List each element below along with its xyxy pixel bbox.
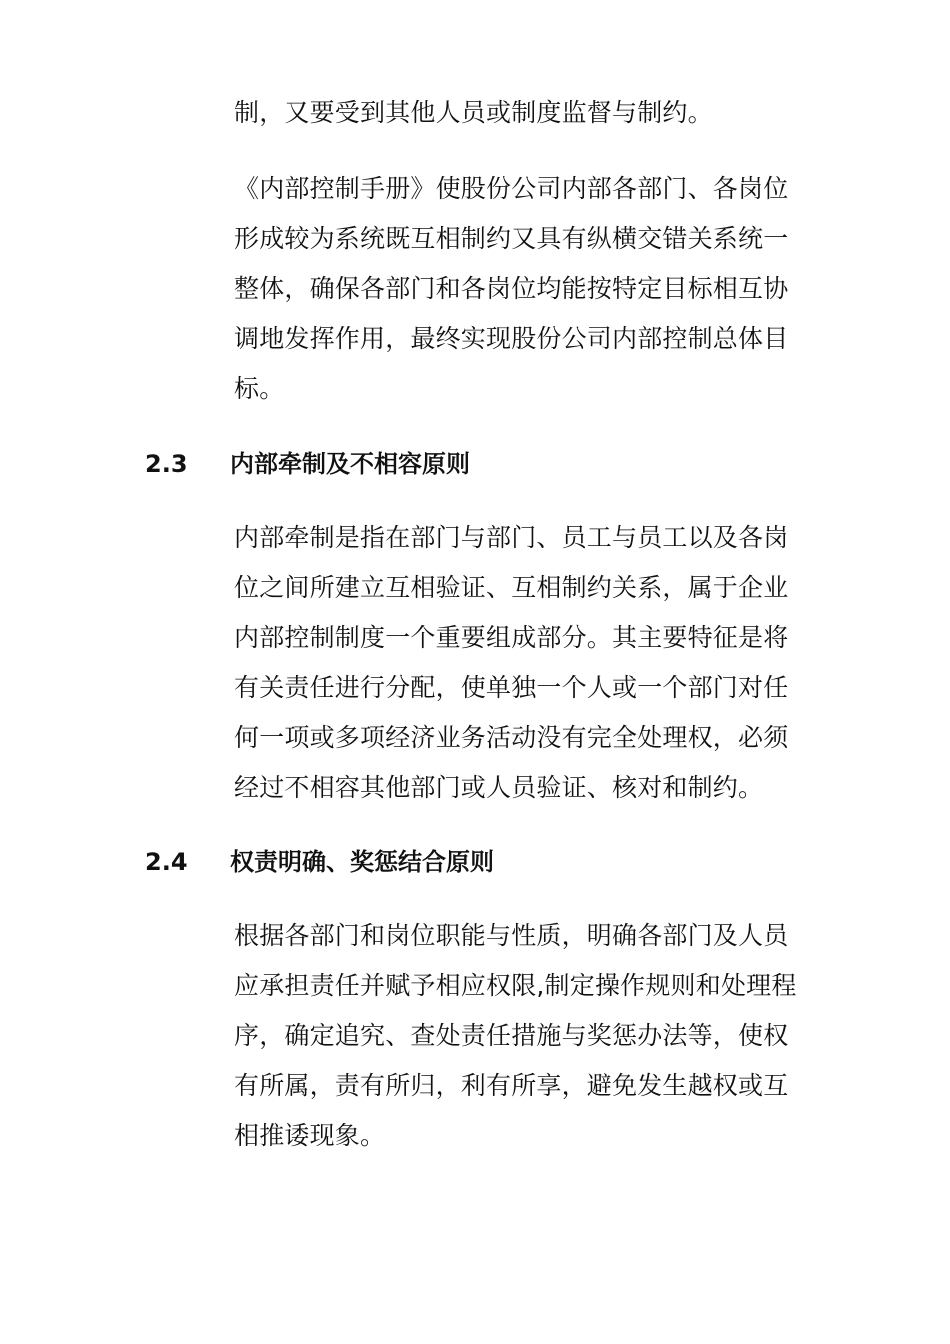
section-number: 2.3 <box>145 450 188 478</box>
section-title: 权责明确、奖惩结合原则 <box>230 848 494 876</box>
paragraph-line: 根据各部门和岗位职能与性质，明确各部门及人员 <box>234 921 789 950</box>
paragraph-line: 标。 <box>234 374 285 403</box>
paragraph-line: 《内部控制手册》使股份公司内部各部门、各岗位 <box>234 174 789 203</box>
paragraph-line: 内部牵制是指在部门与部门、员工与员工以及各岗 <box>234 523 789 552</box>
paragraph-line: 经过不相容其他部门或人员验证、核对和制约。 <box>234 773 764 802</box>
paragraph-line: 形成较为系统既互相制约又具有纵横交错关系统一 <box>234 224 789 253</box>
paragraph-line: 调地发挥作用，最终实现股份公司内部控制总体目 <box>234 324 789 353</box>
paragraph-line: 制，又要受到其他人员或制度监督与制约。 <box>234 98 713 127</box>
paragraph-line: 有关责任进行分配，使单独一个人或一个部门对任 <box>234 673 789 702</box>
paragraph-line: 相推诿现象。 <box>234 1121 386 1150</box>
paragraph-line: 应承担责任并赋予相应权限,制定操作规则和处理程 <box>234 971 797 1000</box>
section-number: 2.4 <box>145 848 188 876</box>
paragraph-line: 有所属，责有所归，利有所享，避免发生越权或互 <box>234 1071 789 1100</box>
paragraph-line: 整体，确保各部门和各岗位均能按特定目标相互协 <box>234 274 789 303</box>
paragraph-line: 内部控制制度一个重要组成部分。其主要特征是将 <box>234 623 789 652</box>
paragraph-line: 位之间所建立互相验证、互相制约关系，属于企业 <box>234 573 789 602</box>
paragraph-line: 序，确定追究、查处责任措施与奖惩办法等，使权 <box>234 1021 789 1050</box>
paragraph-line: 何一项或多项经济业务活动没有完全处理权，必须 <box>234 723 789 752</box>
section-title: 内部牵制及不相容原则 <box>230 450 470 478</box>
